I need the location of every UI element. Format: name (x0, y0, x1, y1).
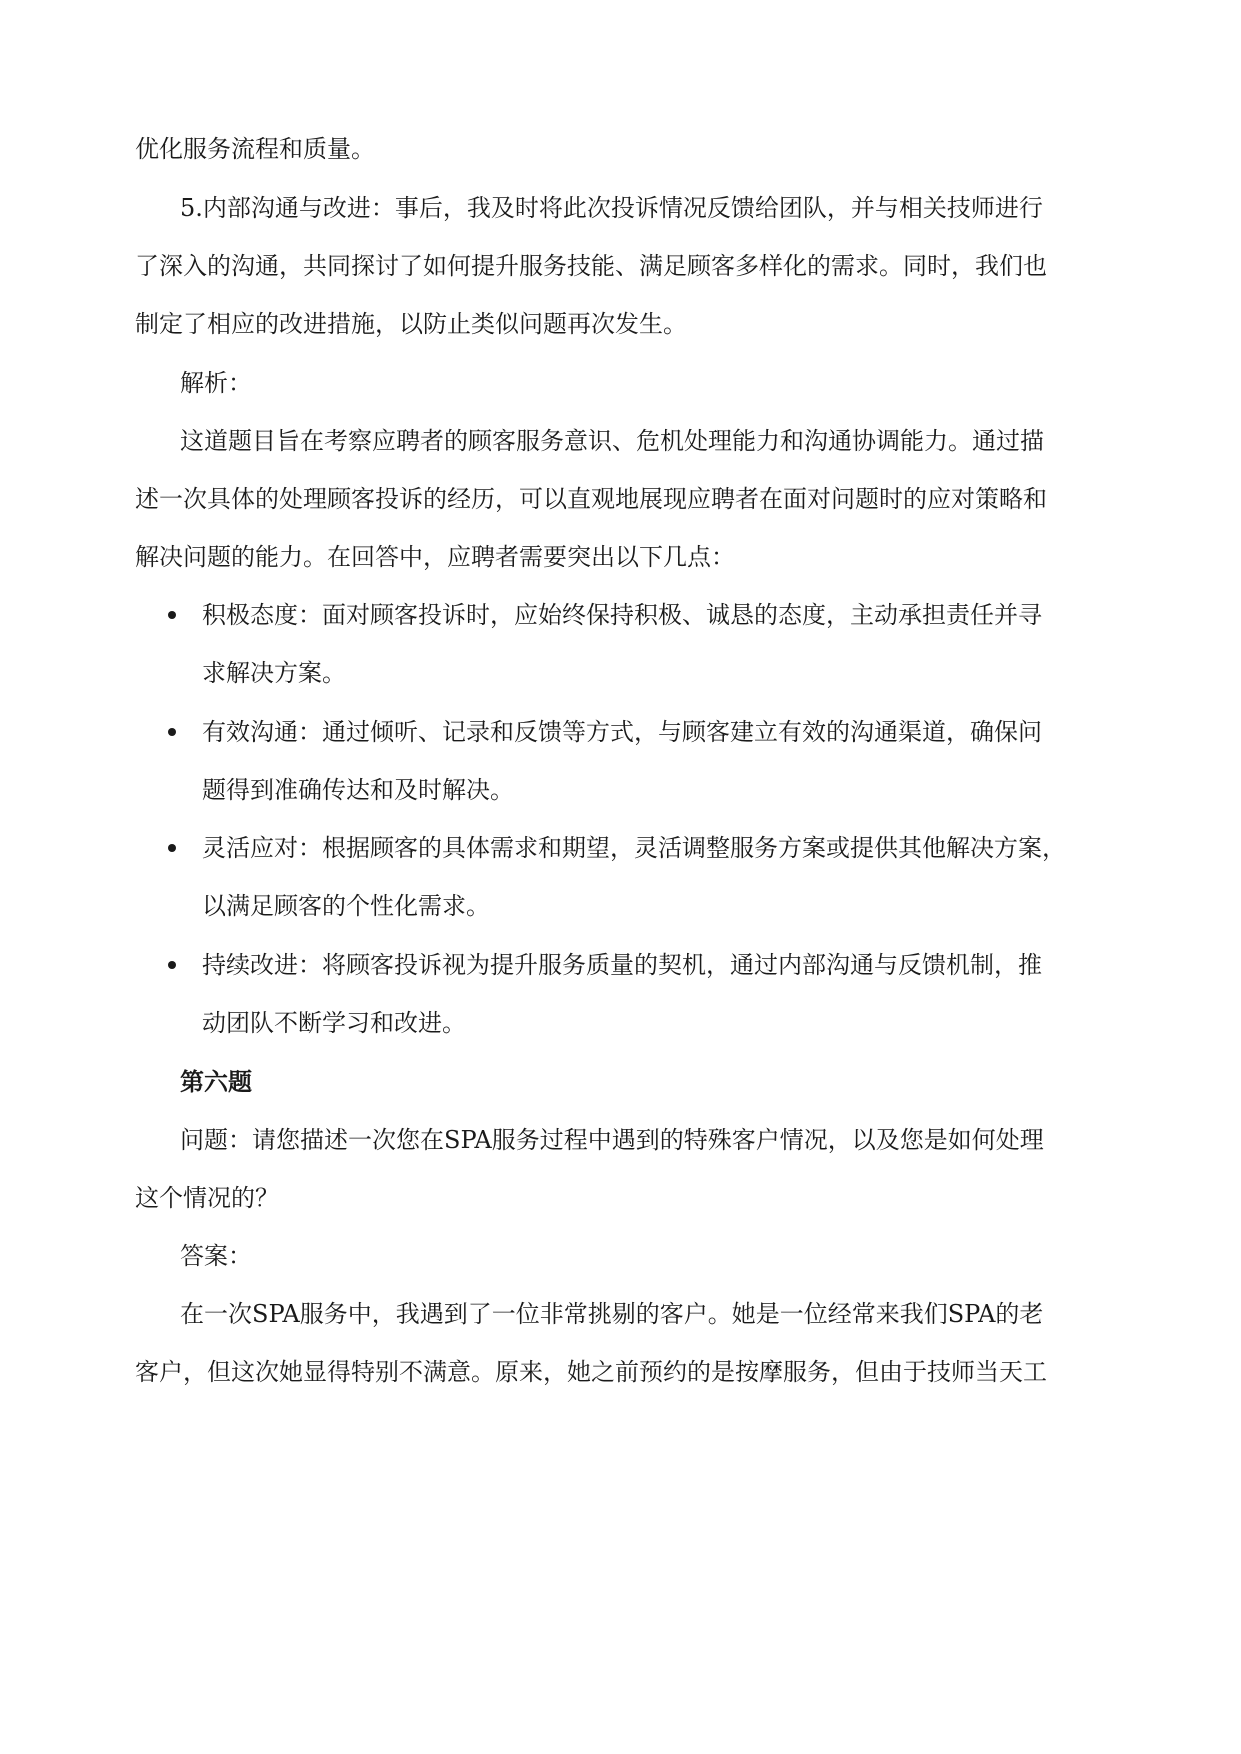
bullet-dot-icon (168, 844, 176, 852)
bullet-4-line2: 动团队不断学习和改进。 (202, 1009, 466, 1037)
analysis-line3: 解决问题的能力。在回答中，应聘者需要突出以下几点： (135, 543, 735, 571)
question-line1: 问题：请您描述一次您在SPA服务过程中遇到的特殊客户情况，以及您是如何处理 (180, 1126, 1044, 1154)
bullet-1-line2: 求解决方案。 (202, 659, 346, 687)
bullet-dot-icon (168, 728, 176, 736)
bullet-4-line1: 持续改进：将顾客投诉视为提升服务质量的契机，通过内部沟通与反馈机制，推 (202, 951, 1042, 979)
bullet-2-line2: 题得到准确传达和及时解决。 (202, 776, 514, 804)
bullet-dot-icon (168, 611, 176, 619)
bullet-dot-icon (168, 961, 176, 969)
bullet-3-line1: 灵活应对：根据顾客的具体需求和期望，灵活调整服务方案或提供其他解决方案， (202, 834, 1066, 862)
bullet-2-line1: 有效沟通：通过倾听、记录和反馈等方式，与顾客建立有效的沟通渠道，确保问 (202, 718, 1042, 746)
analysis-line2: 述一次具体的处理顾客投诉的经历，可以直观地展现应聘者在面对问题时的应对策略和 (135, 485, 1047, 513)
question-line2: 这个情况的？ (135, 1184, 279, 1212)
paragraph-tail: 优化服务流程和质量。 (135, 135, 375, 163)
analysis-line1: 这道题目旨在考察应聘者的顾客服务意识、危机处理能力和沟通协调能力。通过描 (180, 427, 1044, 455)
answer-label: 答案： (180, 1242, 252, 1270)
item5-line3: 制定了相应的改进措施，以防止类似问题再次发生。 (135, 310, 687, 338)
section-heading: 第六题 (180, 1067, 252, 1096)
answer-line1: 在一次SPA服务中，我遇到了一位非常挑剔的客户。她是一位经常来我们SPA的老 (180, 1300, 1044, 1328)
analysis-label: 解析： (180, 369, 252, 397)
answer-line2: 客户，但这次她显得特别不满意。原来，她之前预约的是按摩服务，但由于技师当天工 (135, 1358, 1047, 1386)
bullet-3-line2: 以满足顾客的个性化需求。 (202, 892, 490, 920)
item5-line1: 5.内部沟通与改进：事后，我及时将此次投诉情况反馈给团队，并与相关技师进行 (180, 194, 1043, 222)
item5-line2: 了深入的沟通，共同探讨了如何提升服务技能、满足顾客多样化的需求。同时，我们也 (135, 252, 1047, 280)
bullet-1-line1: 积极态度：面对顾客投诉时，应始终保持积极、诚恳的态度，主动承担责任并寻 (202, 601, 1042, 629)
